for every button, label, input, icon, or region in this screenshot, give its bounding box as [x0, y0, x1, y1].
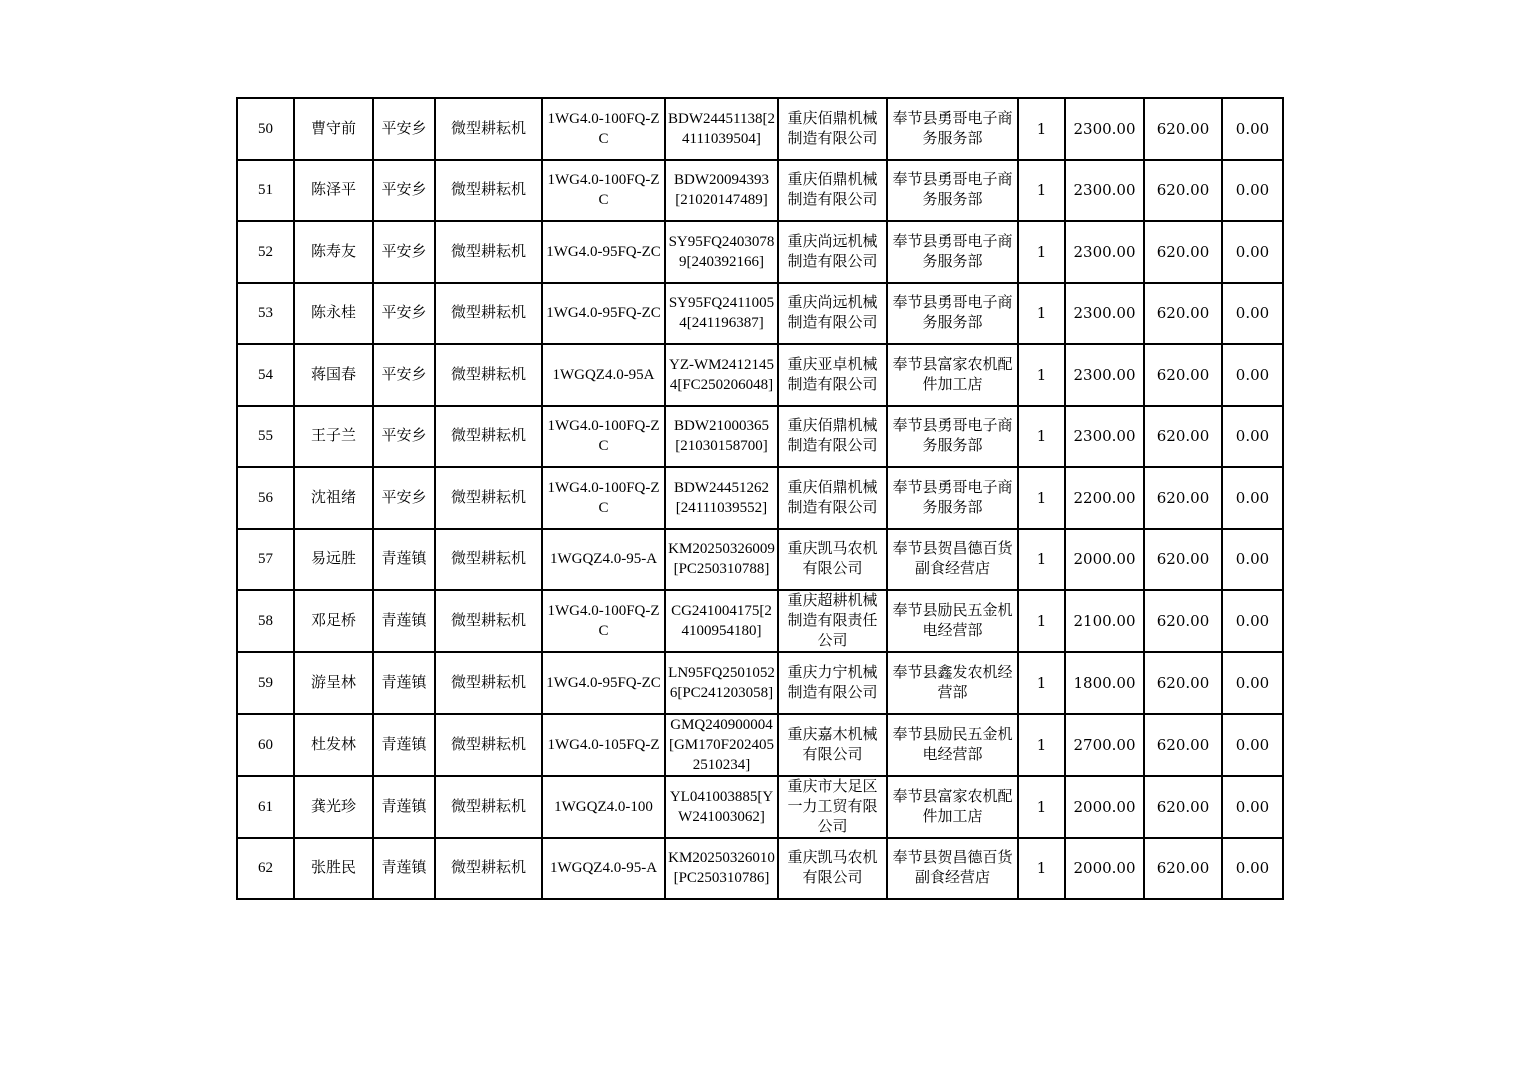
farmer-name-cell: 杜发林 — [294, 714, 373, 776]
model-cell: 1WGQZ4.0-95-A — [542, 838, 665, 900]
machine-type-cell: 微型耕耘机 — [435, 652, 542, 714]
serial-number-cell: SY95FQ24030789[240392166] — [665, 221, 778, 283]
machine-type-cell: 微型耕耘机 — [435, 406, 542, 468]
extra-subsidy-cell: 0.00 — [1222, 714, 1283, 776]
sale-price-cell: 2300.00 — [1065, 406, 1144, 468]
sale-price-cell: 2300.00 — [1065, 160, 1144, 222]
quantity-cell: 1 — [1018, 467, 1065, 529]
dealer-cell: 奉节县勇哥电子商务服务部 — [887, 160, 1018, 222]
row-number-cell: 51 — [237, 160, 294, 222]
table-row — [237, 98, 1283, 160]
manufacturer-cell: 重庆力宁机械制造有限公司 — [778, 652, 887, 714]
machine-type-cell: 微型耕耘机 — [435, 283, 542, 345]
township-cell: 青莲镇 — [373, 529, 435, 591]
table-row — [237, 590, 1283, 652]
model-cell: 1WG4.0-100FQ-ZC — [542, 406, 665, 468]
extra-subsidy-cell: 0.00 — [1222, 98, 1283, 160]
row-number-cell: 61 — [237, 776, 294, 838]
manufacturer-cell: 重庆佰鼎机械制造有限公司 — [778, 98, 887, 160]
row-number-cell: 56 — [237, 467, 294, 529]
model-cell: 1WG4.0-100FQ-ZC — [542, 160, 665, 222]
extra-subsidy-cell: 0.00 — [1222, 406, 1283, 468]
extra-subsidy-cell: 0.00 — [1222, 283, 1283, 345]
manufacturer-cell: 重庆超耕机械制造有限责任公司 — [778, 590, 887, 652]
serial-number-cell: CG241004175[24100954180] — [665, 590, 778, 652]
row-number-cell: 53 — [237, 283, 294, 345]
table-row — [237, 529, 1283, 591]
dealer-cell: 奉节县富家农机配件加工店 — [887, 344, 1018, 406]
extra-subsidy-cell: 0.00 — [1222, 221, 1283, 283]
farmer-name-cell: 游呈林 — [294, 652, 373, 714]
manufacturer-cell: 重庆凯马农机有限公司 — [778, 529, 887, 591]
farmer-name-cell: 陈泽平 — [294, 160, 373, 222]
machine-type-cell: 微型耕耘机 — [435, 98, 542, 160]
dealer-cell: 奉节县励民五金机电经营部 — [887, 714, 1018, 776]
serial-number-cell: LN95FQ25010526[PC241203058] — [665, 652, 778, 714]
township-cell: 平安乡 — [373, 160, 435, 222]
row-number-cell: 52 — [237, 221, 294, 283]
farmer-name-cell: 张胜民 — [294, 838, 373, 900]
subsidy-amount-cell: 620.00 — [1144, 776, 1222, 838]
serial-number-cell: BDW24451262[24111039552] — [665, 467, 778, 529]
model-cell: 1WG4.0-95FQ-ZC — [542, 221, 665, 283]
quantity-cell: 1 — [1018, 98, 1065, 160]
row-number-cell: 60 — [237, 714, 294, 776]
sale-price-cell: 2000.00 — [1065, 529, 1144, 591]
model-cell: 1WG4.0-95FQ-ZC — [542, 652, 665, 714]
subsidy-amount-cell: 620.00 — [1144, 714, 1222, 776]
model-cell: 1WGQZ4.0-100 — [542, 776, 665, 838]
table-row — [237, 406, 1283, 468]
serial-number-cell: KM20250326010[PC250310786] — [665, 838, 778, 900]
township-cell: 平安乡 — [373, 467, 435, 529]
subsidy-amount-cell: 620.00 — [1144, 406, 1222, 468]
extra-subsidy-cell: 0.00 — [1222, 344, 1283, 406]
dealer-cell: 奉节县勇哥电子商务服务部 — [887, 467, 1018, 529]
manufacturer-cell: 重庆佰鼎机械制造有限公司 — [778, 160, 887, 222]
dealer-cell: 奉节县勇哥电子商务服务部 — [887, 221, 1018, 283]
sale-price-cell: 2700.00 — [1065, 714, 1144, 776]
machine-type-cell: 微型耕耘机 — [435, 160, 542, 222]
subsidy-amount-cell: 620.00 — [1144, 838, 1222, 900]
serial-number-cell: YZ-WM24121454[FC250206048] — [665, 344, 778, 406]
row-number-cell: 57 — [237, 529, 294, 591]
manufacturer-cell: 重庆凯马农机有限公司 — [778, 838, 887, 900]
manufacturer-cell: 重庆佰鼎机械制造有限公司 — [778, 406, 887, 468]
manufacturer-cell: 重庆尚远机械制造有限公司 — [778, 283, 887, 345]
row-number-cell: 50 — [237, 98, 294, 160]
township-cell: 青莲镇 — [373, 590, 435, 652]
sale-price-cell: 2100.00 — [1065, 590, 1144, 652]
table-row — [237, 221, 1283, 283]
farmer-name-cell: 曹守前 — [294, 98, 373, 160]
model-cell: 1WG4.0-100FQ-ZC — [542, 590, 665, 652]
subsidy-amount-cell: 620.00 — [1144, 283, 1222, 345]
manufacturer-cell: 重庆佰鼎机械制造有限公司 — [778, 467, 887, 529]
quantity-cell: 1 — [1018, 221, 1065, 283]
machine-type-cell: 微型耕耘机 — [435, 221, 542, 283]
machine-type-cell: 微型耕耘机 — [435, 590, 542, 652]
machine-type-cell: 微型耕耘机 — [435, 714, 542, 776]
row-number-cell: 54 — [237, 344, 294, 406]
serial-number-cell: YL041003885[YW241003062] — [665, 776, 778, 838]
farmer-name-cell: 沈祖绪 — [294, 467, 373, 529]
farmer-name-cell: 王子兰 — [294, 406, 373, 468]
serial-number-cell: GMQ240900004[GM170F2024052510234] — [665, 714, 778, 776]
quantity-cell: 1 — [1018, 529, 1065, 591]
manufacturer-cell: 重庆嘉木机械有限公司 — [778, 714, 887, 776]
manufacturer-cell: 重庆亚卓机械制造有限公司 — [778, 344, 887, 406]
model-cell: 1WG4.0-95FQ-ZC — [542, 283, 665, 345]
quantity-cell: 1 — [1018, 714, 1065, 776]
extra-subsidy-cell: 0.00 — [1222, 838, 1283, 900]
township-cell: 平安乡 — [373, 283, 435, 345]
table-body — [237, 98, 1283, 899]
dealer-cell: 奉节县鑫发农机经营部 — [887, 652, 1018, 714]
subsidy-amount-cell: 620.00 — [1144, 652, 1222, 714]
subsidy-amount-cell: 620.00 — [1144, 221, 1222, 283]
manufacturer-cell: 重庆市大足区一力工贸有限公司 — [778, 776, 887, 838]
table-row — [237, 467, 1283, 529]
row-number-cell: 62 — [237, 838, 294, 900]
table-row — [237, 776, 1283, 838]
sale-price-cell: 2300.00 — [1065, 283, 1144, 345]
table-row — [237, 160, 1283, 222]
subsidy-amount-cell: 620.00 — [1144, 160, 1222, 222]
quantity-cell: 1 — [1018, 838, 1065, 900]
serial-number-cell: SY95FQ24110054[241196387] — [665, 283, 778, 345]
serial-number-cell: BDW21000365[21030158700] — [665, 406, 778, 468]
machine-type-cell: 微型耕耘机 — [435, 344, 542, 406]
model-cell: 1WG4.0-100FQ-ZC — [542, 467, 665, 529]
subsidy-amount-cell: 620.00 — [1144, 98, 1222, 160]
sale-price-cell: 1800.00 — [1065, 652, 1144, 714]
table-row — [237, 283, 1283, 345]
sale-price-cell: 2300.00 — [1065, 221, 1144, 283]
farmer-name-cell: 陈永桂 — [294, 283, 373, 345]
serial-number-cell: KM20250326009[PC250310788] — [665, 529, 778, 591]
sale-price-cell: 2300.00 — [1065, 98, 1144, 160]
township-cell: 平安乡 — [373, 221, 435, 283]
table-row — [237, 344, 1283, 406]
extra-subsidy-cell: 0.00 — [1222, 467, 1283, 529]
extra-subsidy-cell: 0.00 — [1222, 652, 1283, 714]
dealer-cell: 奉节县励民五金机电经营部 — [887, 590, 1018, 652]
dealer-cell: 奉节县贺昌德百货副食经营店 — [887, 838, 1018, 900]
machine-type-cell: 微型耕耘机 — [435, 838, 542, 900]
sale-price-cell: 2300.00 — [1065, 344, 1144, 406]
farmer-name-cell: 邓足桥 — [294, 590, 373, 652]
machine-type-cell: 微型耕耘机 — [435, 467, 542, 529]
machine-type-cell: 微型耕耘机 — [435, 529, 542, 591]
quantity-cell: 1 — [1018, 590, 1065, 652]
table-row — [237, 652, 1283, 714]
row-number-cell: 55 — [237, 406, 294, 468]
township-cell: 平安乡 — [373, 406, 435, 468]
row-number-cell: 58 — [237, 590, 294, 652]
township-cell: 青莲镇 — [373, 652, 435, 714]
quantity-cell: 1 — [1018, 344, 1065, 406]
subsidy-table — [236, 97, 1284, 900]
extra-subsidy-cell: 0.00 — [1222, 776, 1283, 838]
model-cell: 1WG4.0-100FQ-ZC — [542, 98, 665, 160]
quantity-cell: 1 — [1018, 283, 1065, 345]
quantity-cell: 1 — [1018, 652, 1065, 714]
subsidy-amount-cell: 620.00 — [1144, 529, 1222, 591]
model-cell: 1WGQZ4.0-95-A — [542, 529, 665, 591]
farmer-name-cell: 陈寿友 — [294, 221, 373, 283]
farmer-name-cell: 蒋国春 — [294, 344, 373, 406]
model-cell: 1WGQZ4.0-95A — [542, 344, 665, 406]
table-row — [237, 714, 1283, 776]
row-number-cell: 59 — [237, 652, 294, 714]
sale-price-cell: 2000.00 — [1065, 776, 1144, 838]
dealer-cell: 奉节县勇哥电子商务服务部 — [887, 406, 1018, 468]
model-cell: 1WG4.0-105FQ-Z — [542, 714, 665, 776]
farmer-name-cell: 龚光珍 — [294, 776, 373, 838]
farmer-name-cell: 易远胜 — [294, 529, 373, 591]
township-cell: 青莲镇 — [373, 776, 435, 838]
serial-number-cell: BDW24451138[24111039504] — [665, 98, 778, 160]
subsidy-amount-cell: 620.00 — [1144, 344, 1222, 406]
sale-price-cell: 2200.00 — [1065, 467, 1144, 529]
extra-subsidy-cell: 0.00 — [1222, 160, 1283, 222]
machine-type-cell: 微型耕耘机 — [435, 776, 542, 838]
subsidy-amount-cell: 620.00 — [1144, 467, 1222, 529]
township-cell: 平安乡 — [373, 98, 435, 160]
extra-subsidy-cell: 0.00 — [1222, 590, 1283, 652]
extra-subsidy-cell: 0.00 — [1222, 529, 1283, 591]
township-cell: 平安乡 — [373, 344, 435, 406]
quantity-cell: 1 — [1018, 776, 1065, 838]
quantity-cell: 1 — [1018, 160, 1065, 222]
township-cell: 青莲镇 — [373, 838, 435, 900]
dealer-cell: 奉节县勇哥电子商务服务部 — [887, 283, 1018, 345]
table-row — [237, 838, 1283, 900]
sale-price-cell: 2000.00 — [1065, 838, 1144, 900]
dealer-cell: 奉节县富家农机配件加工店 — [887, 776, 1018, 838]
serial-number-cell: BDW20094393[21020147489] — [665, 160, 778, 222]
manufacturer-cell: 重庆尚远机械制造有限公司 — [778, 221, 887, 283]
dealer-cell: 奉节县勇哥电子商务服务部 — [887, 98, 1018, 160]
subsidy-amount-cell: 620.00 — [1144, 590, 1222, 652]
dealer-cell: 奉节县贺昌德百货副食经营店 — [887, 529, 1018, 591]
quantity-cell: 1 — [1018, 406, 1065, 468]
township-cell: 青莲镇 — [373, 714, 435, 776]
